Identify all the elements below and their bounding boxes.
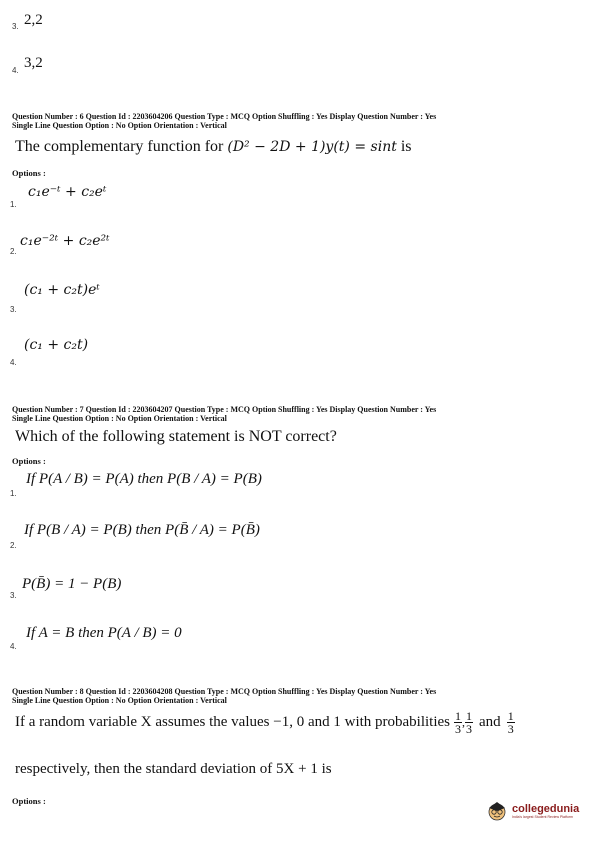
fraction: [454, 710, 462, 735]
logo-tagline: India's largest Student Review Platform: [512, 815, 573, 819]
option-text: 2,2: [24, 12, 43, 28]
question-text-line1: If a random variable X assumes the values −1, 0 and 1 with probabilities: [15, 714, 451, 730]
option-math[interactable]: If P(A / B) = P(A) then P(B / A) = P(B): [26, 471, 262, 487]
option-number: 4.: [10, 358, 17, 367]
option-number: 2.: [10, 247, 17, 256]
question-meta: Question Number : 8 Question Id : 2203604208 Question Type : MCQ Option Shuffling : Yes Display Question Number : Yes: [12, 687, 437, 696]
question-text-line2: respectively, then the standard deviation of 5X + 1 is: [15, 761, 332, 777]
fraction-numerator: 1: [466, 709, 473, 723]
question-text: [15, 138, 412, 156]
option-math[interactable]: c₁e⁻ᵗ + c₂eᵗ: [28, 184, 107, 200]
option-number: 3.: [10, 305, 17, 314]
options-label: Options :: [12, 456, 46, 466]
fraction: [507, 710, 515, 735]
logo-wordmark: [512, 803, 579, 819]
option-number: 4.: [12, 66, 19, 75]
option-math[interactable]: If A = B then P(A / B) = 0: [26, 625, 182, 641]
question-meta: Single Line Question Option : No Option Orientation : Vertical: [12, 414, 227, 423]
logo-name: collegedunia: [512, 803, 580, 815]
question-meta: Single Line Question Option : No Option Orientation : Vertical: [12, 121, 227, 130]
fraction-numerator: 1: [507, 709, 514, 723]
fraction-denominator: 3: [455, 722, 462, 736]
question-meta: Single Line Question Option : No Option Orientation : Vertical: [12, 696, 227, 705]
question-equation: (D² − 2D + 1)y(t) = sint: [227, 139, 397, 155]
option-math[interactable]: (c₁ + c₂t): [24, 337, 89, 353]
fraction-numerator: 1: [455, 709, 462, 723]
option-number: 1.: [10, 200, 17, 209]
options-label: Options :: [12, 168, 46, 178]
and-word: and: [479, 714, 501, 730]
fraction-denominator: 3: [466, 722, 473, 736]
question-meta: Question Number : 6 Question Id : 2203604206 Question Type : MCQ Option Shuffling : Yes Display Question Number : Yes: [12, 112, 437, 121]
option-number: 3.: [12, 22, 19, 31]
fraction: [465, 710, 473, 735]
option-number: 2.: [10, 541, 17, 550]
option-math[interactable]: (c₁ + c₂t)eᵗ: [24, 282, 100, 298]
option-math[interactable]: If P(B / A) = P(B) then P(B̄ / A) = P(B̄): [24, 522, 260, 538]
option-number: 3.: [10, 591, 17, 600]
option-number: 1.: [10, 489, 17, 498]
question-text: Which of the following statement is NOT correct?: [15, 428, 337, 445]
option-number: 4.: [10, 642, 17, 651]
question-text-prefix: The complementary function for: [15, 138, 228, 155]
option-text: 3,2: [24, 55, 43, 71]
collegedunia-logo: [486, 800, 579, 822]
mascot-icon: [486, 800, 508, 822]
question-meta: Question Number : 7 Question Id : 2203604207 Question Type : MCQ Option Shuffling : Yes Display Question Number : Yes: [12, 405, 437, 414]
fraction-denominator: 3: [507, 722, 514, 736]
comma: ,: [462, 715, 466, 729]
option-math[interactable]: P(B̄) = 1 − P(B): [22, 576, 122, 592]
options-label: Options :: [12, 796, 46, 806]
question-text: [15, 710, 585, 735]
option-math[interactable]: c₁e⁻²ᵗ + c₂e²ᵗ: [20, 233, 110, 249]
question-text-suffix: is: [396, 138, 412, 155]
